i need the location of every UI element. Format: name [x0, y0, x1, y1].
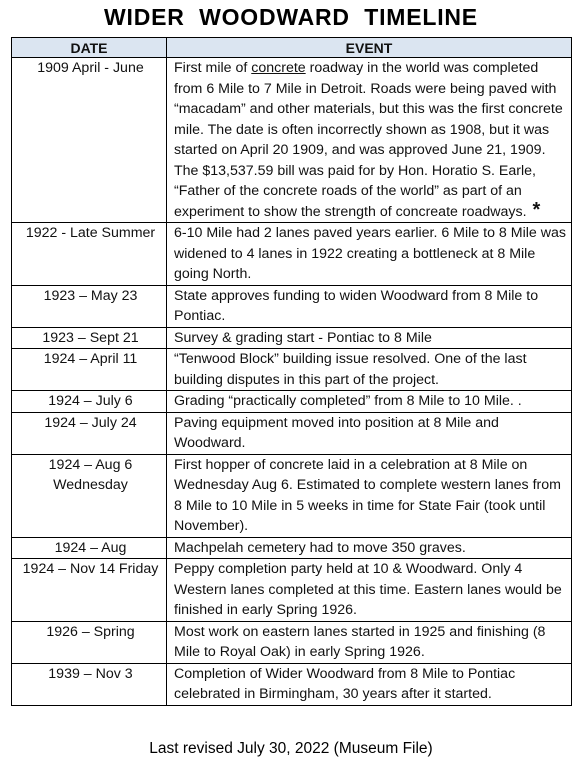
row-event: Machpelah cemetery had to move 350 graves. — [167, 537, 572, 559]
underlined-word: concrete — [251, 60, 306, 76]
row-date: 1924 – Nov 14 Friday — [12, 559, 167, 622]
table-row — [12, 412, 572, 454]
table-row — [12, 454, 572, 537]
row-event: Survey & grading start - Pontiac to 8 Mile — [167, 327, 572, 349]
row-date: 1926 – Spring — [12, 621, 167, 663]
event-text: First mile of — [174, 60, 252, 76]
revision-footer: Last revised July 30, 2022 (Museum File) — [149, 740, 433, 757]
event-column-header: EVENT — [167, 38, 572, 58]
row-event: “Tenwood Block” building issue resolved. One of the last building disputes in this part of the project. — [167, 349, 572, 391]
row-event: State approves funding to widen Woodward from 8 Mile to Pontiac. — [167, 285, 572, 327]
table-header-row — [12, 38, 572, 58]
table-row — [12, 621, 572, 663]
row-date: 1922 - Late Summer — [12, 223, 167, 286]
row-event — [167, 58, 572, 223]
row-event: Completion of Wider Woodward from 8 Mile to Pontiac celebrated in Birmingham, 30 years after it started. — [167, 663, 572, 705]
row-event: 6-10 Mile had 2 lanes paved years earlier. 6 Mile to 8 Mile was widened to 4 lanes in 1922 creating a bottleneck at 8 Mile going North. — [167, 223, 572, 286]
table-row — [12, 327, 572, 349]
row-date: 1924 – Aug — [12, 537, 167, 559]
row-date: 1923 – Sept 21 — [12, 327, 167, 349]
table-row — [12, 58, 572, 223]
table-row — [12, 285, 572, 327]
row-date: 1924 – Aug 6 Wednesday — [12, 454, 167, 537]
page-title: WIDER WOODWARD TIMELINE — [104, 4, 478, 30]
row-event: Paving equipment moved into position at 8 Mile and Woodward. — [167, 412, 572, 454]
row-date: 1923 – May 23 — [12, 285, 167, 327]
table-row — [12, 349, 572, 391]
row-date: 1924 – April 11 — [12, 349, 167, 391]
row-date: 1924 – July 24 — [12, 412, 167, 454]
timeline-table — [11, 37, 572, 706]
date-column-header: DATE — [12, 38, 167, 58]
table-row — [12, 559, 572, 622]
row-event: Peppy completion party held at 10 & Woodward. Only 4 Western lanes completed at this time. Eastern lanes would be finished in early Spring 1926. — [167, 559, 572, 622]
table-row — [12, 537, 572, 559]
table-row — [12, 663, 572, 705]
row-event: First hopper of concrete laid in a celebration at 8 Mile on Wednesday Aug 6. Estimated to complete western lanes from 8 Mile to 10 Mile in 5 weeks in time for State Fair (took until November). — [167, 454, 572, 537]
row-event: Grading “practically completed” from 8 Mile to 10 Mile. . — [167, 391, 572, 413]
row-date: 1939 – Nov 3 — [12, 663, 167, 705]
table-row — [12, 391, 572, 413]
table-row — [12, 223, 572, 286]
event-text: roadway in the world was completed from 6 Mile to 7 Mile in Detroit. Roads were being paved with “macadam” and other materials, but this was the first concrete mile. The date is often incorrectly shown as 1908, but it was started on April 20 1909, and was approved June 21, 1909. The $13,537.59 bill was paid for by Hon. Horatio S. Earle, “Father of the concrete roads of the world” as part of an experiment to show the strength of concreate roadways. — [174, 60, 563, 220]
row-event: Most work on eastern lanes started in 1925 and finishing (8 Mile to Royal Oak) in early Spring 1926. — [167, 621, 572, 663]
asterisk-mark: * — [532, 198, 541, 221]
row-date: 1924 – July 6 — [12, 391, 167, 413]
row-date: 1909 April - June — [12, 58, 167, 223]
